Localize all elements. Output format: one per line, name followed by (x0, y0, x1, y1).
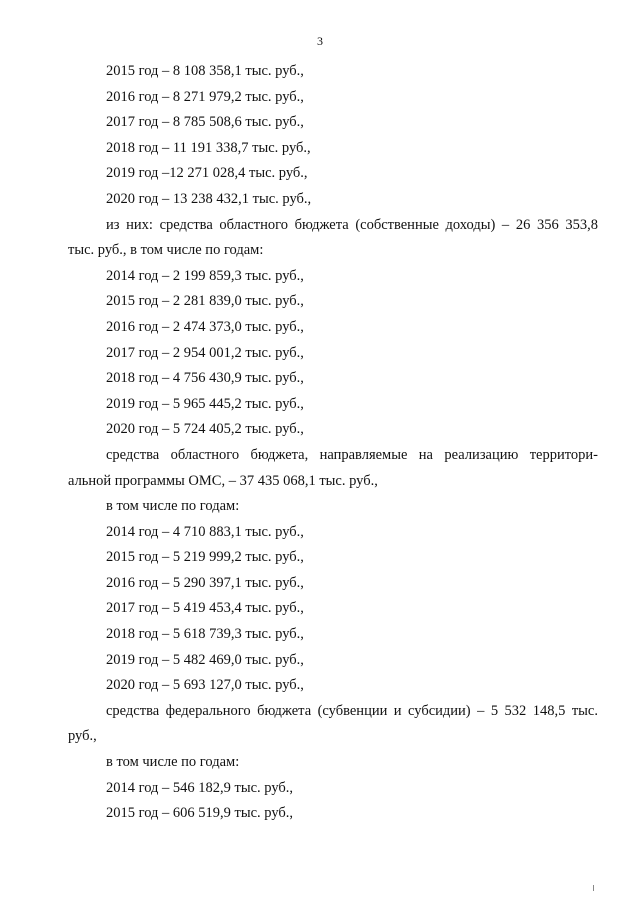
text-line: 2016 год – 2 474 373,0 тыс. руб., (106, 318, 304, 335)
text-line: 2018 год – 11 191 338,7 тыс. руб., (106, 139, 311, 156)
text-line: альной программы ОМС, – 37 435 068,1 тыс. руб., (68, 472, 378, 489)
text-line: 2016 год – 5 290 397,1 тыс. руб., (106, 574, 304, 591)
text-line: в том числе по годам: (106, 754, 240, 771)
text-line: средства федерального бюджета (субвенции и субсидии) – 5 532 148,5 тыс. (106, 702, 598, 719)
text-line: 2016 год – 8 271 979,2 тыс. руб., (106, 88, 304, 105)
document-body (68, 59, 598, 827)
text-line: 2020 год – 5 724 405,2 тыс. руб., (106, 421, 304, 438)
text-line: 2020 год – 13 238 432,1 тыс. руб., (106, 190, 312, 207)
text-line: 2020 год – 5 693 127,0 тыс. руб., (106, 677, 304, 694)
page-number: 3 (317, 34, 323, 48)
text-line: 2017 год – 5 419 453,4 тыс. руб., (106, 600, 304, 617)
text-line: 2017 год – 8 785 508,6 тыс. руб., (106, 114, 304, 131)
text-line: 2014 год – 4 710 883,1 тыс. руб., (106, 523, 304, 540)
text-line: 2018 год – 4 756 430,9 тыс. руб., (106, 370, 304, 387)
text-line: тыс. руб., в том числе по годам: (68, 242, 264, 259)
text-line: в том числе по годам: (106, 498, 240, 515)
text-line: 2014 год – 2 199 859,3 тыс. руб., (106, 267, 304, 284)
text-line: 2015 год – 2 281 839,0 тыс. руб., (106, 293, 304, 310)
text-line: из них: средства областного бюджета (собственные доходы) – 26 356 353,8 (106, 216, 598, 233)
text-line: руб., (68, 728, 97, 745)
text-line: 2014 год – 546 182,9 тыс. руб., (106, 779, 294, 796)
scan-mark (593, 885, 594, 891)
text-line: 2015 год – 606 519,9 тыс. руб., (106, 805, 294, 822)
text-line: 2018 год – 5 618 739,3 тыс. руб., (106, 626, 304, 643)
text-line: 2015 год – 5 219 999,2 тыс. руб., (106, 549, 304, 566)
text-line: 2019 год – 5 965 445,2 тыс. руб., (106, 395, 304, 412)
text-line: 2019 год – 5 482 469,0 тыс. руб., (106, 651, 304, 668)
text-line: средства областного бюджета, направляемые на реализацию территори- (106, 446, 598, 463)
text-line: 2019 год –12 271 028,4 тыс. руб., (106, 165, 308, 182)
text-line: 2015 год – 8 108 358,1 тыс. руб., (106, 63, 304, 79)
text-line: 2017 год – 2 954 001,2 тыс. руб., (106, 344, 304, 361)
